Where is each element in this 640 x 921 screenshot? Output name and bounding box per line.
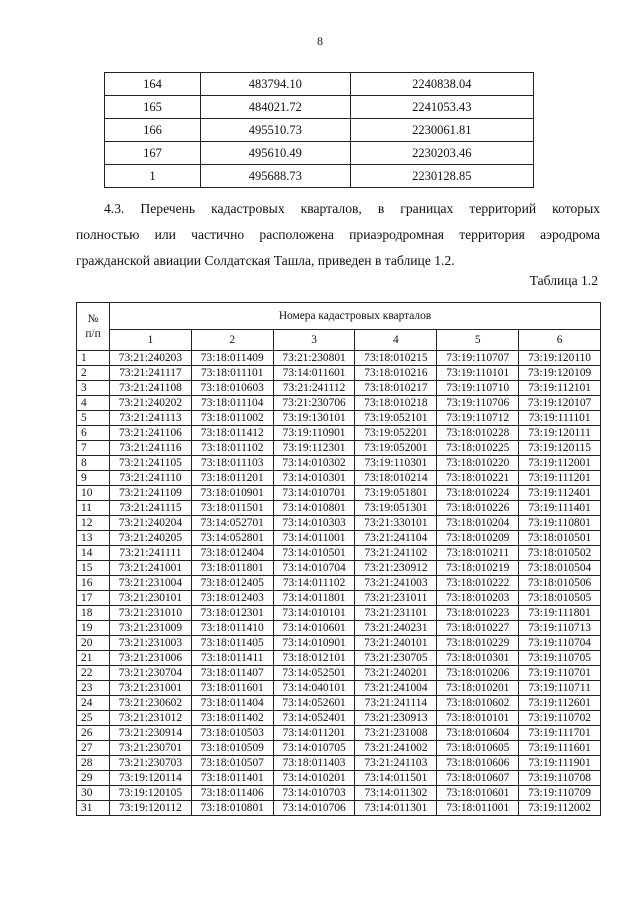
cadastral-number-cell: 73:18:011601	[191, 681, 273, 696]
cadastral-number-cell: 73:21:330101	[355, 516, 437, 531]
cadastral-number-cell: 73:19:112101	[519, 381, 601, 396]
cadastral-number-cell: 73:18:012404	[191, 546, 273, 561]
cadastral-number-cell: 73:21:231003	[110, 636, 192, 651]
cadastral-number-cell: 73:19:111901	[519, 756, 601, 771]
cadastral-number-cell: 73:18:010602	[437, 696, 519, 711]
column-header: 3	[273, 330, 355, 351]
cadastral-number-cell: 73:21:230912	[355, 561, 437, 576]
cadastral-number-cell: 73:19:110705	[519, 651, 601, 666]
cadastral-number-cell: 73:14:011001	[273, 531, 355, 546]
paragraph-line: 4.3. Перечень кадастровых кварталов, в границах территорий которых	[104, 201, 600, 216]
cadastral-number-cell: 73:18:010203	[437, 591, 519, 606]
cadastral-number-cell: 73:19:120109	[519, 366, 601, 381]
cadastral-number-cell: 73:19:110702	[519, 711, 601, 726]
cadastral-number-cell: 73:18:010229	[437, 636, 519, 651]
cadastral-number-cell: 73:21:231009	[110, 621, 192, 636]
cadastral-number-cell: 73:19:110713	[519, 621, 601, 636]
table-row	[77, 471, 601, 486]
cadastral-number-cell: 73:21:241113	[110, 411, 192, 426]
row-number-cell: 26	[77, 726, 110, 741]
cadastral-number-cell: 73:21:231012	[110, 711, 192, 726]
cadastral-number-cell: 73:14:011501	[355, 771, 437, 786]
cadastral-number-cell: 73:14:010703	[273, 786, 355, 801]
table-row	[77, 621, 601, 636]
table-cell: 2230203.46	[350, 142, 533, 165]
row-number-cell: 16	[77, 576, 110, 591]
cadastral-number-cell: 73:21:230801	[273, 351, 355, 366]
cadastral-number-cell: 73:18:010603	[191, 381, 273, 396]
row-number-cell: 28	[77, 756, 110, 771]
table-row	[77, 561, 601, 576]
cadastral-numbers-header: Номера кадастровых кварталов	[110, 303, 601, 330]
cadastral-number-cell: 73:18:011801	[191, 561, 273, 576]
row-number-cell: 22	[77, 666, 110, 681]
cadastral-number-cell: 73:18:011104	[191, 396, 273, 411]
cadastral-number-cell: 73:21:231011	[355, 591, 437, 606]
cadastral-number-cell: 73:21:241104	[355, 531, 437, 546]
cadastral-number-cell: 73:14:040101	[273, 681, 355, 696]
cadastral-number-cell: 73:18:010220	[437, 456, 519, 471]
table-row	[77, 531, 601, 546]
cadastral-number-cell: 73:18:011101	[191, 366, 273, 381]
cadastral-number-cell: 73:19:052201	[355, 426, 437, 441]
cadastral-number-cell: 73:21:231008	[355, 726, 437, 741]
row-number-cell: 23	[77, 681, 110, 696]
cadastral-number-cell: 73:21:241103	[355, 756, 437, 771]
cadastral-number-cell: 73:21:230913	[355, 711, 437, 726]
row-number-cell: 10	[77, 486, 110, 501]
cadastral-number-cell: 73:21:231001	[110, 681, 192, 696]
row-number-cell: 14	[77, 546, 110, 561]
table-row	[105, 119, 534, 142]
table-row	[77, 426, 601, 441]
cadastral-number-cell: 73:14:010601	[273, 621, 355, 636]
cadastral-number-cell: 73:18:010601	[437, 786, 519, 801]
cadastral-number-cell: 73:18:010607	[437, 771, 519, 786]
cadastral-number-cell: 73:21:241111	[110, 546, 192, 561]
cadastral-number-cell: 73:18:012101	[273, 651, 355, 666]
cadastral-number-cell: 73:19:111401	[519, 501, 601, 516]
cadastral-number-cell: 73:19:110701	[519, 666, 601, 681]
cadastral-number-cell: 73:21:241105	[110, 456, 192, 471]
cadastral-number-cell: 73:18:010505	[519, 591, 601, 606]
cadastral-number-cell: 73:21:230704	[110, 666, 192, 681]
row-number-cell: 19	[77, 621, 110, 636]
cadastral-number-cell: 73:14:011102	[273, 576, 355, 591]
cadastral-number-cell: 73:18:012405	[191, 576, 273, 591]
cadastral-number-cell: 73:18:010201	[437, 681, 519, 696]
cadastral-number-cell: 73:18:011410	[191, 621, 273, 636]
table-cell: 165	[105, 96, 201, 119]
table-row	[77, 381, 601, 396]
table-cell: 1	[105, 165, 201, 188]
cadastral-number-cell: 73:21:241117	[110, 366, 192, 381]
cadastral-number-cell: 73:14:010701	[273, 486, 355, 501]
cadastral-number-cell: 73:14:010302	[273, 456, 355, 471]
cadastral-number-cell: 73:18:010209	[437, 531, 519, 546]
cadastral-number-cell: 73:14:011801	[273, 591, 355, 606]
cadastral-number-cell: 73:18:010509	[191, 741, 273, 756]
table-row	[105, 165, 534, 188]
row-number-cell: 9	[77, 471, 110, 486]
cadastral-number-cell: 73:18:010204	[437, 516, 519, 531]
column-header: 2	[191, 330, 273, 351]
cadastral-number-cell: 73:21:240201	[355, 666, 437, 681]
paragraph-line: полностью или частично расположена приаэродромная территория аэродрома	[76, 227, 600, 242]
cadastral-number-cell: 73:18:010503	[191, 726, 273, 741]
table-cell: 495688.73	[200, 165, 350, 188]
cadastral-number-cell: 73:19:110710	[437, 381, 519, 396]
table-row	[105, 96, 534, 119]
cadastral-number-cell: 73:18:011405	[191, 636, 273, 651]
cadastral-number-cell: 73:21:231004	[110, 576, 192, 591]
row-number-cell: 4	[77, 396, 110, 411]
cadastral-number-cell: 73:19:111801	[519, 606, 601, 621]
cadastral-number-cell: 73:18:010218	[355, 396, 437, 411]
table-row	[77, 801, 601, 816]
cadastral-number-cell: 73:18:010224	[437, 486, 519, 501]
cadastral-number-cell: 73:19:120112	[110, 801, 192, 816]
cadastral-number-cell: 73:21:230602	[110, 696, 192, 711]
cadastral-number-cell: 73:14:052801	[191, 531, 273, 546]
row-number-cell: 29	[77, 771, 110, 786]
cadastral-number-cell: 73:19:111101	[519, 411, 601, 426]
cadastral-table-head	[77, 303, 601, 351]
cadastral-number-cell: 73:18:010501	[519, 531, 601, 546]
cadastral-number-cell: 73:18:011201	[191, 471, 273, 486]
row-number-cell: 31	[77, 801, 110, 816]
cadastral-number-cell: 73:14:010901	[273, 636, 355, 651]
section-4-3-paragraph	[76, 196, 600, 274]
table-row	[77, 756, 601, 771]
cadastral-number-cell: 73:18:011403	[273, 756, 355, 771]
cadastral-number-cell: 73:21:241004	[355, 681, 437, 696]
cadastral-number-cell: 73:19:110707	[437, 351, 519, 366]
row-number-cell: 17	[77, 591, 110, 606]
cadastral-number-cell: 73:19:112301	[273, 441, 355, 456]
header-row-group	[77, 303, 601, 330]
cadastral-number-cell: 73:21:241109	[110, 486, 192, 501]
cadastral-number-cell: 73:14:052601	[273, 696, 355, 711]
table-row	[77, 546, 601, 561]
row-number-cell: 8	[77, 456, 110, 471]
row-number-cell: 20	[77, 636, 110, 651]
cadastral-number-cell: 73:21:240204	[110, 516, 192, 531]
cadastral-number-cell: 73:18:010219	[437, 561, 519, 576]
cadastral-number-cell: 73:21:241114	[355, 696, 437, 711]
cadastral-number-cell: 73:18:010801	[191, 801, 273, 816]
cadastral-number-cell: 73:18:012403	[191, 591, 273, 606]
cadastral-number-cell: 73:21:240202	[110, 396, 192, 411]
cadastral-number-cell: 73:18:011404	[191, 696, 273, 711]
cadastral-number-cell: 73:21:241115	[110, 501, 192, 516]
cadastral-number-cell: 73:18:010227	[437, 621, 519, 636]
cadastral-number-cell: 73:18:010301	[437, 651, 519, 666]
cadastral-number-cell: 73:19:120105	[110, 786, 192, 801]
cadastral-number-cell: 73:18:010211	[437, 546, 519, 561]
cadastral-number-cell: 73:21:241108	[110, 381, 192, 396]
cadastral-number-cell: 73:18:010605	[437, 741, 519, 756]
row-number-cell: 1	[77, 351, 110, 366]
cadastral-number-cell: 73:18:011402	[191, 711, 273, 726]
cadastral-number-cell: 73:18:011407	[191, 666, 273, 681]
cadastral-number-cell: 73:18:010217	[355, 381, 437, 396]
table-row	[77, 366, 601, 381]
cadastral-number-cell: 73:21:231006	[110, 651, 192, 666]
cadastral-number-cell: 73:19:051801	[355, 486, 437, 501]
cadastral-number-cell: 73:19:111701	[519, 726, 601, 741]
cadastral-number-cell: 73:18:010506	[519, 576, 601, 591]
coordinate-table-body	[105, 73, 534, 188]
table-row	[77, 351, 601, 366]
cadastral-number-cell: 73:21:231101	[355, 606, 437, 621]
cadastral-number-cell: 73:19:112001	[519, 456, 601, 471]
cadastral-number-cell: 73:19:110901	[273, 426, 355, 441]
cadastral-number-cell: 73:19:110708	[519, 771, 601, 786]
cadastral-number-cell: 73:14:011302	[355, 786, 437, 801]
cadastral-number-cell: 73:19:120107	[519, 396, 601, 411]
cadastral-number-cell: 73:21:241116	[110, 441, 192, 456]
column-header: 5	[437, 330, 519, 351]
cadastral-number-cell: 73:18:010216	[355, 366, 437, 381]
cadastral-number-cell: 73:14:010801	[273, 501, 355, 516]
cadastral-number-cell: 73:14:010303	[273, 516, 355, 531]
cadastral-number-cell: 73:21:241002	[355, 741, 437, 756]
cadastral-number-cell: 73:18:011409	[191, 351, 273, 366]
row-number-cell: 2	[77, 366, 110, 381]
cadastral-number-cell: 73:18:010504	[519, 561, 601, 576]
cadastral-number-cell: 73:14:052701	[191, 516, 273, 531]
cadastral-number-cell: 73:18:011103	[191, 456, 273, 471]
row-number-cell: 12	[77, 516, 110, 531]
paragraph-line: гражданской авиации Солдатская Ташла, приведен в таблице 1.2.	[76, 253, 455, 268]
row-number-cell: 13	[77, 531, 110, 546]
cadastral-number-cell: 73:18:010226	[437, 501, 519, 516]
cadastral-number-cell: 73:19:052001	[355, 441, 437, 456]
cadastral-number-cell: 73:19:111601	[519, 741, 601, 756]
column-header: 6	[519, 330, 601, 351]
cadastral-number-cell: 73:18:011412	[191, 426, 273, 441]
cadastral-number-cell: 73:19:110704	[519, 636, 601, 651]
table-cell: 484021.72	[200, 96, 350, 119]
table-row	[77, 456, 601, 471]
table-cell: 166	[105, 119, 201, 142]
table-row	[77, 696, 601, 711]
table-row	[77, 726, 601, 741]
cadastral-number-cell: 73:18:010604	[437, 726, 519, 741]
row-number-cell: 21	[77, 651, 110, 666]
cadastral-number-cell: 73:19:111201	[519, 471, 601, 486]
cadastral-number-cell: 73:21:240203	[110, 351, 192, 366]
column-header: 4	[355, 330, 437, 351]
table-row	[77, 786, 601, 801]
cadastral-number-cell: 73:19:112002	[519, 801, 601, 816]
table-row	[77, 501, 601, 516]
row-number-header	[77, 303, 110, 351]
cadastral-number-cell: 73:21:230701	[110, 741, 192, 756]
cadastral-number-cell: 73:19:110706	[437, 396, 519, 411]
cadastral-number-cell: 73:21:241112	[273, 381, 355, 396]
cadastral-number-cell: 73:19:120111	[519, 426, 601, 441]
table-cell: 2230128.85	[350, 165, 533, 188]
table-cell: 164	[105, 73, 201, 96]
cadastral-table-body	[77, 351, 601, 816]
table-row	[77, 666, 601, 681]
table-row	[77, 441, 601, 456]
table-row	[77, 411, 601, 426]
row-number-cell: 6	[77, 426, 110, 441]
cadastral-number-cell: 73:14:010705	[273, 741, 355, 756]
table-cell: 495510.73	[200, 119, 350, 142]
cadastral-number-cell: 73:14:052401	[273, 711, 355, 726]
row-number-cell: 11	[77, 501, 110, 516]
cadastral-number-cell: 73:19:120110	[519, 351, 601, 366]
table-row	[105, 142, 534, 165]
cadastral-number-cell: 73:18:010206	[437, 666, 519, 681]
table-cell: 2230061.81	[350, 119, 533, 142]
cadastral-number-cell: 73:21:230705	[355, 651, 437, 666]
cadastral-number-cell: 73:18:010221	[437, 471, 519, 486]
row-number-cell: 5	[77, 411, 110, 426]
cadastral-number-cell: 73:19:120115	[519, 441, 601, 456]
cadastral-number-cell: 73:18:010225	[437, 441, 519, 456]
cadastral-number-cell: 73:19:120114	[110, 771, 192, 786]
cadastral-number-cell: 73:19:051301	[355, 501, 437, 516]
cadastral-number-cell: 73:19:110709	[519, 786, 601, 801]
header-row-columns	[77, 330, 601, 351]
cadastral-number-cell: 73:21:231010	[110, 606, 192, 621]
cadastral-number-cell: 73:19:110712	[437, 411, 519, 426]
cadastral-number-cell: 73:14:052501	[273, 666, 355, 681]
table-row	[77, 576, 601, 591]
cadastral-number-cell: 73:21:241003	[355, 576, 437, 591]
cadastral-number-cell: 73:21:241110	[110, 471, 192, 486]
cadastral-number-cell: 73:19:110101	[437, 366, 519, 381]
table-cell: 167	[105, 142, 201, 165]
cadastral-number-cell: 73:18:010606	[437, 756, 519, 771]
cadastral-number-cell: 73:21:241001	[110, 561, 192, 576]
cadastral-number-cell: 73:18:010215	[355, 351, 437, 366]
row-number-header-abbr: п/п	[85, 327, 101, 340]
cadastral-number-cell: 73:18:010502	[519, 546, 601, 561]
cadastral-number-cell: 73:14:010301	[273, 471, 355, 486]
table-cell: 2240838.04	[350, 73, 533, 96]
cadastral-number-cell: 73:14:010201	[273, 771, 355, 786]
table-row	[77, 606, 601, 621]
table-row	[77, 651, 601, 666]
cadastral-number-cell: 73:14:011201	[273, 726, 355, 741]
row-number-cell: 18	[77, 606, 110, 621]
table-row	[105, 73, 534, 96]
cadastral-number-cell: 73:21:230706	[273, 396, 355, 411]
cadastral-number-cell: 73:18:011002	[191, 411, 273, 426]
cadastral-number-cell: 73:21:240101	[355, 636, 437, 651]
cadastral-number-cell: 73:18:011401	[191, 771, 273, 786]
cadastral-number-cell: 73:21:230703	[110, 756, 192, 771]
table-row	[77, 396, 601, 411]
row-number-cell: 25	[77, 711, 110, 726]
cadastral-number-cell: 73:21:240231	[355, 621, 437, 636]
cadastral-quarters-table	[76, 302, 601, 816]
row-number-header-symbol: №	[87, 312, 99, 325]
coordinate-table	[104, 72, 534, 188]
cadastral-number-cell: 73:14:010704	[273, 561, 355, 576]
cadastral-number-cell: 73:18:011501	[191, 501, 273, 516]
cadastral-number-cell: 73:21:241102	[355, 546, 437, 561]
cadastral-number-cell: 73:19:112401	[519, 486, 601, 501]
cadastral-number-cell: 73:18:010214	[355, 471, 437, 486]
cadastral-number-cell: 73:21:241106	[110, 426, 192, 441]
row-number-cell: 7	[77, 441, 110, 456]
cadastral-number-cell: 73:19:110801	[519, 516, 601, 531]
cadastral-number-cell: 73:18:010223	[437, 606, 519, 621]
cadastral-number-cell: 73:18:010222	[437, 576, 519, 591]
table-row	[77, 486, 601, 501]
cadastral-number-cell: 73:14:010706	[273, 801, 355, 816]
table-row	[77, 741, 601, 756]
cadastral-number-cell: 73:19:110711	[519, 681, 601, 696]
table-cell: 483794.10	[200, 73, 350, 96]
table-row	[77, 591, 601, 606]
table-caption: Таблица 1.2	[529, 273, 598, 288]
row-number-cell: 27	[77, 741, 110, 756]
table-row	[77, 681, 601, 696]
cadastral-number-cell: 73:19:130101	[273, 411, 355, 426]
table-row	[77, 771, 601, 786]
table-row	[77, 711, 601, 726]
cadastral-number-cell: 73:18:010507	[191, 756, 273, 771]
row-number-cell: 15	[77, 561, 110, 576]
table-cell: 2241053.43	[350, 96, 533, 119]
cadastral-number-cell: 73:21:230101	[110, 591, 192, 606]
cadastral-number-cell: 73:18:012301	[191, 606, 273, 621]
table-row	[77, 636, 601, 651]
column-header: 1	[110, 330, 192, 351]
cadastral-number-cell: 73:19:112601	[519, 696, 601, 711]
table-row	[77, 516, 601, 531]
cadastral-number-cell: 73:19:052101	[355, 411, 437, 426]
row-number-cell: 30	[77, 786, 110, 801]
cadastral-number-cell: 73:14:011301	[355, 801, 437, 816]
cadastral-number-cell: 73:18:010101	[437, 711, 519, 726]
cadastral-number-cell: 73:18:010901	[191, 486, 273, 501]
cadastral-number-cell: 73:18:011001	[437, 801, 519, 816]
cadastral-number-cell: 73:21:230914	[110, 726, 192, 741]
table-cell: 495610.49	[200, 142, 350, 165]
cadastral-number-cell: 73:18:010228	[437, 426, 519, 441]
cadastral-number-cell: 73:21:240205	[110, 531, 192, 546]
cadastral-number-cell: 73:18:011411	[191, 651, 273, 666]
cadastral-number-cell: 73:18:011102	[191, 441, 273, 456]
cadastral-number-cell: 73:14:011601	[273, 366, 355, 381]
row-number-cell: 24	[77, 696, 110, 711]
row-number-cell: 3	[77, 381, 110, 396]
page-number: 8	[317, 34, 323, 48]
cadastral-number-cell: 73:18:011406	[191, 786, 273, 801]
cadastral-number-cell: 73:14:010501	[273, 546, 355, 561]
cadastral-number-cell: 73:19:110301	[355, 456, 437, 471]
cadastral-number-cell: 73:14:010101	[273, 606, 355, 621]
